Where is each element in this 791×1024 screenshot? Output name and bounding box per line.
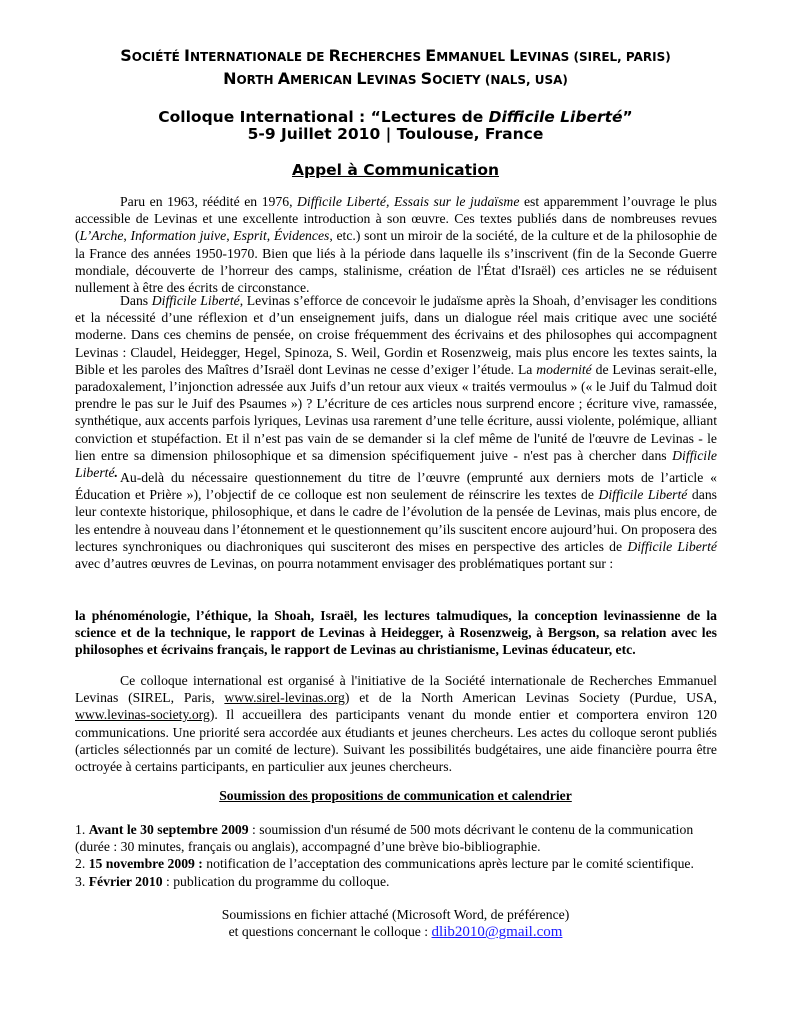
- step-date: Avant le 30 septembre 2009: [88, 822, 249, 837]
- heading-initial: A: [277, 69, 291, 88]
- step-number: 3.: [75, 873, 89, 889]
- heading-initial: L: [356, 69, 367, 88]
- text-run: ). Il accueillera des participants venant du monde entier et comportera environ 120 communications. Une priorité sera accordée aux étudiants et jeunes chercheurs. Les actes du colloque seront publiés (articles sélectionnés par un comité de lecture). Suivant les possibilités budgétaires, une aide financière pourra être octroyée à certains participants, en particulier aux jeunes chercheurs.: [75, 707, 717, 775]
- text-run: ,: [226, 228, 234, 244]
- text-run: , etc.) sont un miroir de la société, de la culture et de la philosophie de la France des années 1950-1970. Bien que liés à la période dans laquelle ils s’inscrivent (fin de la Seconde Guerre mondiale, découverte de l’horreur des camps, stalinisme, création de l'État d'Israël) ces articles ne se réduisent nullement à être des écrits de circonstance.: [75, 228, 718, 296]
- paragraph-difficile-liberte: [75, 292, 717, 481]
- text-run: Ce colloque international est organisé à l'initiative de la Société internationale de Recherches Emmanuel Levinas (SIREL, Paris,: [75, 673, 717, 706]
- organization-sirel-heading: [0, 46, 791, 65]
- text-run: dans leur contexte historique, philosophique, et dans le cadre de l’évolution de la pensée de Levinas, mais plus encore, de les entendre à nouveau dans l’étonnement et le questionnement qu’ils suscitent encore aujourd’hui. On proposera des lectures synchroniques ou diachroniques qui susciteront des mises en perspective des articles de: [75, 487, 717, 554]
- list-item: [75, 873, 717, 890]
- heading-text: MMANUEL: [436, 50, 510, 64]
- step-date: 15 novembre 2009 :: [88, 856, 203, 872]
- book-title: Difficile Liberté: [627, 538, 717, 554]
- heading-initial: E: [425, 46, 437, 65]
- heading-text: EVINAS (SIREL, PARIS): [519, 50, 671, 64]
- text-run: de Levinas serait-elle, paradoxalement, l’injonction adressée aux Juifs d’un retour aux vieux « traités vermoulus » (« le Juif du Talmud doit prendre le pas sur le Juif des Psaumes ») ? L’écriture de ces articles nous surprend encore ; écriture vive, ramassée, synthétique, aux accents parfois lyriques, Levinas usa rarement d’une telle écriture, aussi violente, polémique, alliant conviction et stupéfaction. Et il n’est pas vain de se demander si la clef même de l'unité de l'œuvre de Levinas - le lien entre sa dimension philosophique et sa dimension spécifiquement juive - n'est pas à chercher dans: [75, 361, 717, 463]
- footer-line-1: Soumissions en fichier attaché (Microsoft Word, de préférence): [221, 907, 570, 922]
- journal-title: Information juive: [130, 228, 227, 244]
- calendar-steps: [75, 821, 717, 890]
- heading-initial: N: [223, 69, 237, 88]
- heading-text: OCIÉTÉ: [131, 50, 185, 64]
- heading-text: OCIETY (NALS, USA): [432, 73, 568, 87]
- text-run: Paru en 1963, réédité en 1976,: [120, 194, 298, 209]
- heading-initial: S: [420, 69, 433, 88]
- text-run: .: [114, 465, 118, 481]
- step-text: : publication du programme du colloque.: [162, 873, 390, 889]
- book-title: Difficile Liberté: [598, 487, 688, 503]
- journal-title: Esprit: [233, 228, 267, 244]
- colloque-date-location: 5-9 Juillet 2010 | Toulouse, France: [247, 125, 544, 143]
- heading-initial: I: [184, 46, 190, 65]
- heading-text: NTERNATIONALE DE: [189, 50, 329, 64]
- journal-title: Évidences: [273, 228, 330, 244]
- colloque-title: [0, 108, 791, 126]
- heading-text: MERICAN: [290, 73, 357, 87]
- list-item: [75, 855, 717, 872]
- sirel-website-link[interactable]: www.sirel-levinas.org: [224, 690, 345, 706]
- paragraph-intro: [75, 193, 717, 296]
- text-run: ,: [266, 228, 274, 244]
- step-text: : soumission d'un résumé de 500 mots décrivant le contenu de la communication (durée : 30 minutes, français ou anglais), accompagné d’une brève bio-bibliographie.: [75, 822, 694, 855]
- colloque-title-suffix: ”: [622, 108, 633, 126]
- step-text: notification de l’acceptation des communications après lecture par le comité scientifique.: [202, 856, 694, 872]
- text-run: Au-delà du nécessaire questionnement du titre de l’œuvre (emprunté aux derniers mots de l’article « Éducation et Prière »), l’objectif de ce colloque est non seulement de réinscrire les textes de: [75, 470, 717, 503]
- text-run: est apparemment l’ouvrage le plus accessible de Levinas et une excellente introduction à son œuvre. Ces textes publiés dans de nombreuses revues (: [75, 194, 717, 244]
- colloque-title-prefix: Colloque International : “Lectures de: [158, 108, 489, 126]
- heading-initial: L: [509, 46, 520, 65]
- heading-text: EVINAS: [366, 73, 421, 87]
- step-date: Février 2010: [88, 873, 163, 889]
- footer-line-2-text: et questions concernant le colloque :: [228, 924, 432, 940]
- paragraph-organization: [75, 672, 717, 775]
- paragraph-objectives: [75, 469, 717, 572]
- emphasis: modernité: [536, 361, 592, 377]
- heading-initial: R: [328, 46, 341, 65]
- journal-title: L’Arche: [79, 228, 124, 244]
- book-title: Difficile Liberté, Essais sur le judaïsme: [297, 194, 520, 209]
- heading-text: ORTH: [236, 73, 278, 87]
- colloque-title-book: Difficile Liberté: [488, 108, 623, 126]
- heading-text: ECHERCHES: [340, 50, 426, 64]
- text-run: Dans: [120, 293, 152, 308]
- list-item: [75, 821, 717, 855]
- nals-website-link[interactable]: www.levinas-society.org: [75, 707, 210, 723]
- footer-line-2: [0, 923, 791, 941]
- step-number: 1.: [75, 822, 89, 837]
- submission-heading: Soumission des propositions de communication et calendrier: [219, 788, 572, 803]
- book-title: Difficile Liberté: [151, 293, 240, 308]
- themes-list: la phénoménologie, l’éthique, la Shoah, Israël, les lectures talmudiques, la conception levinassienne de la science et de la technique, le rapport de Levinas à Heidegger, à Rosenzweig, à Bergson, sa relation avec les philosophes et écrivains français, le rapport de Levinas au christianisme, Levinas éducateur, etc.: [75, 608, 717, 658]
- appel-heading: Appel à Communication: [291, 161, 500, 179]
- contact-email-link[interactable]: dlib2010@gmail.com: [431, 924, 563, 941]
- text-run: ) et de la North American Levinas Society (Purdue, USA,: [344, 690, 717, 706]
- heading-initial: S: [120, 46, 132, 65]
- submission-contact: [0, 906, 791, 941]
- text-run: , Levinas s’efforce de concevoir le judaïsme après la Shoah, d’envisager les conditions et la nécessité d’une réflexion et d’un enseignement juifs, dans un dialogue réel mais critique avec une société moderne. Dans ces chemins de pensée, on croise fréquemment des écrivains et des philosophes qui accompagnent Levinas : Claudel, Heidegger, Hegel, Spinoza, S. Weil, Gordin et Rosenzweig, mais plus encore les textes saints, la Bible et les paroles des Maîtres d’Israël dont Levinas ne cesse d’exiger l’étude. La: [75, 293, 717, 377]
- text-run: ,: [123, 228, 131, 244]
- book-title: Difficile Liberté: [75, 447, 717, 481]
- step-number: 2.: [75, 856, 89, 872]
- organization-nals-heading: [0, 69, 791, 88]
- text-run: avec d’autres œuvres de Levinas, on pourra notamment envisager des problématiques portant sur :: [75, 556, 614, 572]
